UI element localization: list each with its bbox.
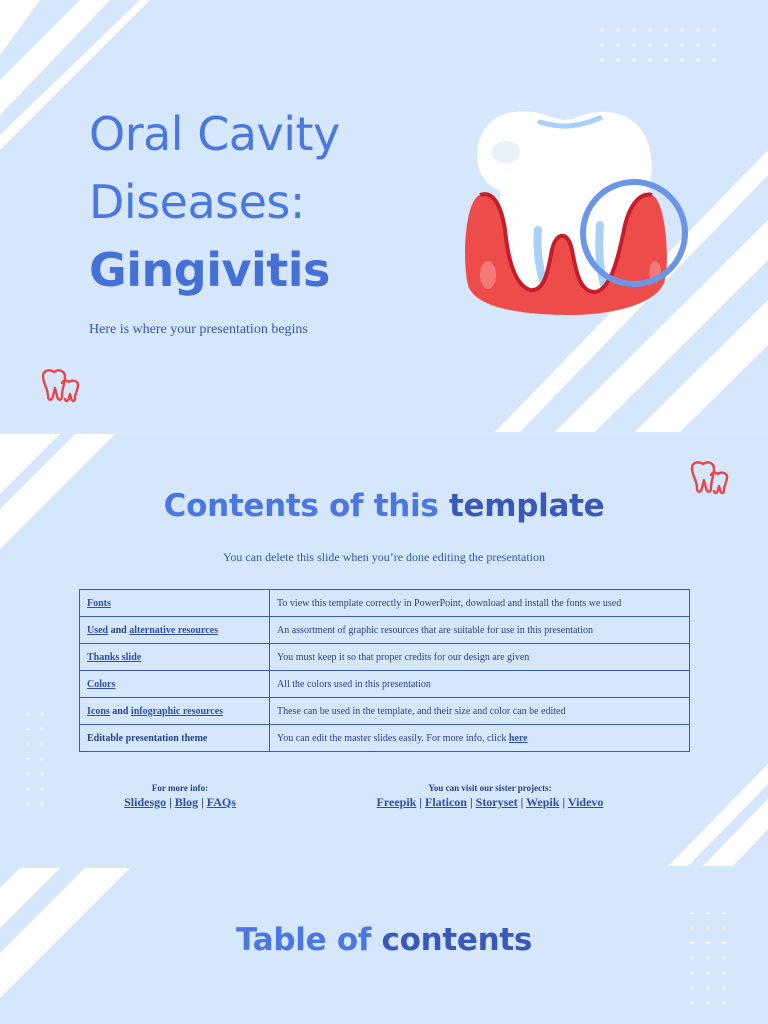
resource-desc-cell bbox=[270, 671, 690, 698]
resource-description: An assortment of graphic resources that are suitable for use in this presentation bbox=[277, 624, 594, 636]
resource-label-joiner: and bbox=[108, 624, 130, 636]
resource-label-cell bbox=[80, 698, 270, 725]
resource-link[interactable]: Thanks slide bbox=[87, 651, 142, 663]
slide-title bbox=[0, 0, 768, 432]
slide-table-of-contents bbox=[0, 868, 768, 1024]
table-row bbox=[80, 671, 690, 698]
resource-label-cell bbox=[80, 617, 270, 644]
resources-table bbox=[79, 589, 690, 752]
table-row bbox=[80, 725, 690, 752]
contents-title-regular: Contents of this bbox=[163, 488, 449, 524]
resource-description: You can edit the master slides easily. For more info, click bbox=[277, 732, 509, 744]
resource-description: All the colors used in this presentation bbox=[277, 678, 431, 690]
more-info-block bbox=[100, 783, 260, 810]
here-link[interactable]: here bbox=[508, 732, 528, 744]
resource-desc-cell bbox=[270, 617, 690, 644]
slide-contents-template bbox=[0, 434, 768, 866]
dot-grid bbox=[601, 29, 716, 62]
sister-projects-caption: You can visit our sister projects: bbox=[428, 783, 552, 793]
resource-label-cell bbox=[80, 671, 270, 698]
resource-desc-cell bbox=[270, 698, 690, 725]
link-separator: | bbox=[198, 795, 207, 809]
contents-subtitle: You can delete this slide when you’re done editing the presentation bbox=[222, 550, 546, 564]
link-slidesgo[interactable]: Slidesgo bbox=[124, 795, 167, 809]
table-row bbox=[80, 590, 690, 617]
link-blog[interactable]: Blog bbox=[174, 795, 199, 809]
link-separator: | bbox=[559, 795, 568, 809]
resource-link[interactable]: Colors bbox=[87, 678, 116, 690]
toc-title-regular: Table of bbox=[235, 922, 382, 958]
link-wepik[interactable]: Wepik bbox=[526, 795, 560, 809]
resource-desc-cell bbox=[270, 590, 690, 617]
resource-link[interactable]: alternative resources bbox=[129, 624, 219, 636]
link-separator: | bbox=[166, 795, 175, 809]
resource-link[interactable]: Used bbox=[87, 624, 109, 636]
resource-label-joiner: and bbox=[109, 705, 131, 717]
title-line-2: Diseases: bbox=[89, 175, 305, 229]
resource-link[interactable]: infographic resources bbox=[130, 705, 224, 717]
dot-column bbox=[27, 713, 44, 806]
toc-title-bold: contents bbox=[381, 922, 533, 958]
contents-title-bold: template bbox=[449, 488, 605, 524]
slide-title-heading bbox=[89, 100, 340, 304]
more-info-caption: For more info: bbox=[151, 783, 209, 793]
title-line-1: Oral Cavity bbox=[89, 107, 340, 161]
resource-desc-cell bbox=[270, 725, 690, 752]
title-bold-line: Gingivitis bbox=[89, 243, 330, 297]
resource-description: These can be used in the template, and their size and color can be edited bbox=[277, 705, 566, 717]
link-separator: | bbox=[517, 795, 527, 809]
tooth-gum-magnifier-icon bbox=[460, 100, 700, 330]
link-flaticon[interactable]: Flaticon bbox=[424, 795, 467, 809]
more-info-links bbox=[100, 795, 260, 810]
sister-projects-block bbox=[340, 783, 640, 810]
link-faqs[interactable]: FAQs bbox=[206, 795, 236, 809]
resource-label-cell bbox=[80, 590, 270, 617]
link-storyset[interactable]: Storyset bbox=[475, 795, 518, 809]
slide-subtitle: Here is where your presentation begins bbox=[89, 322, 308, 337]
link-separator: | bbox=[466, 795, 476, 809]
resource-label-cell bbox=[80, 644, 270, 671]
resource-link[interactable]: Icons bbox=[87, 705, 110, 717]
link-separator: | bbox=[416, 795, 425, 809]
small-teeth-icon bbox=[38, 368, 82, 406]
resource-label-cell bbox=[80, 725, 270, 752]
resource-description: To view this template correctly in PowerPoint, download and install the fonts we used bbox=[277, 597, 622, 609]
resource-description: You must keep it so that proper credits for our design are given bbox=[277, 651, 530, 663]
toc-title bbox=[0, 922, 768, 958]
table-row bbox=[80, 617, 690, 644]
table-row bbox=[80, 644, 690, 671]
table-row bbox=[80, 698, 690, 725]
contents-title bbox=[0, 488, 768, 524]
resource-link[interactable]: Fonts bbox=[87, 597, 111, 609]
sister-projects-links bbox=[340, 795, 640, 810]
resource-label-text: Editable presentation theme bbox=[87, 732, 208, 744]
resource-desc-cell bbox=[270, 644, 690, 671]
link-videvo[interactable]: Videvo bbox=[567, 795, 604, 809]
link-freepik[interactable]: Freepik bbox=[376, 795, 417, 809]
